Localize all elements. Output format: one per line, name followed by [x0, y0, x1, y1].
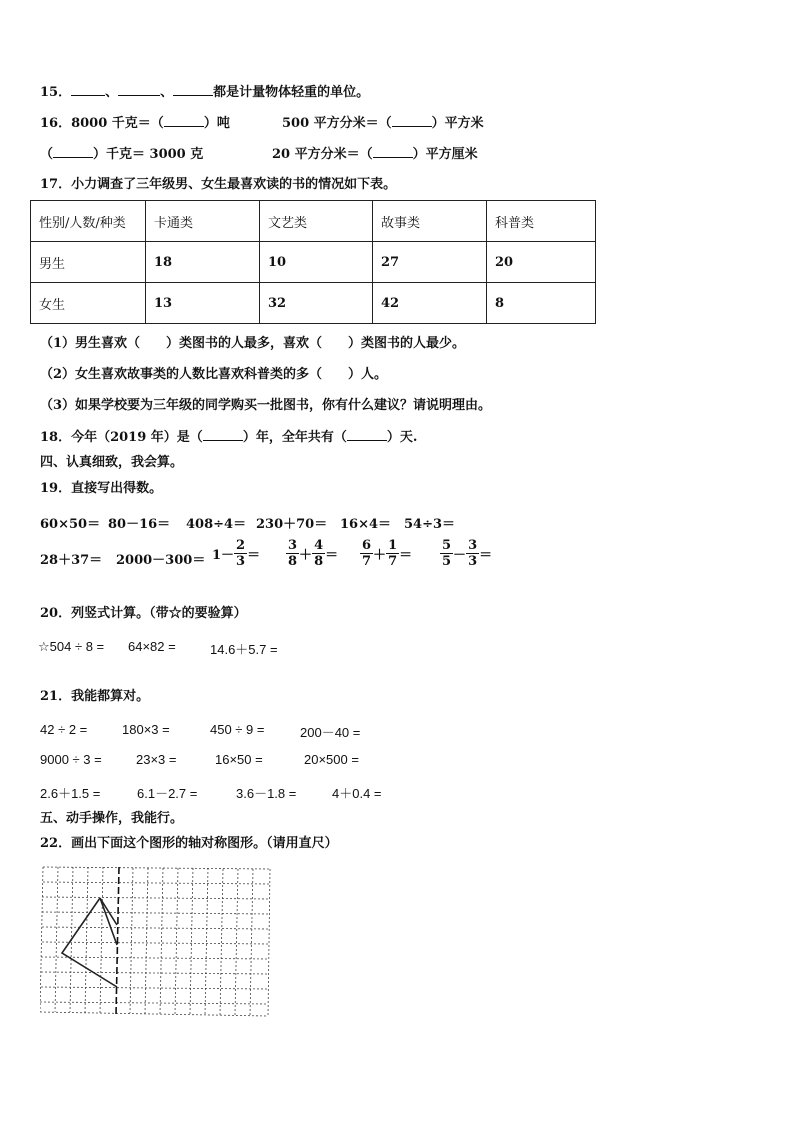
- q21-expr: 16×50 =: [215, 752, 263, 767]
- q19-fraction-expr: $\frac{5}{5}$ － $\frac{3}{3}$ ＝: [442, 538, 493, 569]
- q19-expr: 80－16＝: [108, 517, 171, 532]
- fraction: $\frac{4}{8}$: [314, 538, 324, 569]
- fraction: $\frac{5}{5}$: [442, 538, 452, 569]
- table-cell: 27: [373, 242, 487, 283]
- q21-expr: 450 ÷ 9 =: [210, 722, 265, 737]
- q19-expr: 230＋70＝: [256, 517, 328, 532]
- q16-blank-a[interactable]: [164, 115, 204, 127]
- q18-blank-2[interactable]: [347, 429, 387, 441]
- q16-blank-c[interactable]: [53, 146, 93, 158]
- table-header-cell: 故事类: [373, 201, 487, 242]
- q21-expr: 180×3 =: [122, 722, 170, 737]
- q20-expr: 14.6＋5.7 =: [210, 642, 278, 657]
- table-cell: 女生: [31, 283, 146, 324]
- table-cell: 32: [260, 283, 373, 324]
- fraction: $\frac{3}{3}$: [468, 538, 478, 569]
- q20-title: 20．列竖式计算。（带☆的要验算）: [40, 606, 247, 621]
- fraction: $\frac{2}{3}$: [236, 538, 246, 569]
- q21-expr: 2.6＋1.5 =: [40, 786, 101, 801]
- table-cell: 8: [487, 283, 596, 324]
- q17-sub1: （1）男生喜欢（ ）类图书的人最多，喜欢（ ）类图书的人最少。: [40, 336, 466, 351]
- q18-line: 18．今年（2019 年）是（ ）年，全年共有（ ）天.: [40, 430, 418, 445]
- q16-line-2: （ ）千克＝ 3000 克: [40, 147, 204, 162]
- q19-expr: 408÷4＝: [186, 517, 247, 532]
- q19-expr: 54÷3＝: [404, 517, 456, 532]
- q18-blank-1[interactable]: [203, 429, 243, 441]
- q21-expr: 20×500 =: [304, 752, 359, 767]
- table-cell: 42: [373, 283, 487, 324]
- fraction: $\frac{3}{8}$: [288, 538, 298, 569]
- q15-blank-2[interactable]: [118, 84, 160, 96]
- section-4-heading: 四、认真细致，我会算。: [40, 455, 184, 470]
- symmetry-grid[interactable]: [40, 865, 275, 1020]
- q21-expr: 42 ÷ 2 =: [40, 722, 88, 737]
- table-header-cell: 文艺类: [260, 201, 373, 242]
- table-row: [31, 283, 596, 324]
- q19-expr: 2000－300＝: [116, 553, 206, 568]
- fraction: $\frac{1}{7}$: [388, 538, 398, 569]
- q17-sub2: （2）女生喜欢故事类的人数比喜欢科普类的多（ ）人。: [40, 367, 388, 382]
- section-5-heading: 五、动手操作，我能行。: [40, 811, 184, 826]
- q21-expr: 200－40 =: [300, 725, 361, 740]
- q15-line: 15． 、 、 都是计量物体轻重的单位。: [40, 85, 370, 100]
- q16-blank-b[interactable]: [392, 115, 432, 127]
- table-header-cell: 性别/人数/种类: [31, 201, 146, 242]
- q17-sub3: （3）如果学校要为三年级的同学购买一批图书，你有什么建议？请说明理由。: [40, 398, 492, 413]
- q17-title: 17．小力调查了三年级男、女生最喜欢读的书的情况如下表。: [40, 177, 397, 192]
- q21-expr: 3.6－1.8 =: [236, 786, 297, 801]
- q21-title: 21．我能都算对。: [40, 689, 150, 704]
- q19-expr: 60×50＝: [40, 517, 101, 532]
- table-row: [31, 242, 596, 283]
- fraction: $\frac{6}{7}$: [362, 538, 372, 569]
- q20-expr: 64×82 =: [128, 639, 176, 654]
- table-cell: 10: [260, 242, 373, 283]
- q22-title: 22．画出下面这个图形的轴对称图形。（请用直尺）: [40, 836, 338, 851]
- q21-expr: 9000 ÷ 3 =: [40, 752, 102, 767]
- q16-line-1: 16．8000 千克＝（ ）吨: [40, 116, 230, 131]
- q17-table: [30, 200, 596, 324]
- table-header-cell: 科普类: [487, 201, 596, 242]
- q16-line-1b: 500 平方分米＝（ ）平方米: [282, 116, 484, 131]
- q19-expr: 16×4＝: [340, 517, 392, 532]
- q19-fraction-expr: 1－ $\frac{2}{3}$ ＝: [212, 538, 261, 569]
- q21-expr: 4＋0.4 =: [332, 786, 382, 801]
- table-cell: 18: [146, 242, 260, 283]
- q16-line-2b: 20 平方分米＝（ ）平方厘米: [272, 147, 478, 162]
- q19-expr: 28＋37＝: [40, 553, 103, 568]
- table-cell: 20: [487, 242, 596, 283]
- q15-blank-1[interactable]: [71, 84, 105, 96]
- q21-expr: 23×3 =: [136, 752, 177, 767]
- given-shape: [100, 898, 117, 945]
- table-header-cell: 卡通类: [146, 201, 260, 242]
- symmetry-axis: [116, 867, 119, 1015]
- q19-fraction-expr: $\frac{3}{8}$ ＋ $\frac{4}{8}$ ＝: [288, 538, 339, 569]
- q19-fraction-expr: $\frac{6}{7}$ ＋ $\frac{1}{7}$ ＝: [362, 538, 413, 569]
- table-header-row: [31, 201, 596, 242]
- q21-expr: 6.1－2.7 =: [137, 786, 198, 801]
- table-cell: 男生: [31, 242, 146, 283]
- table-cell: 13: [146, 283, 260, 324]
- q16-blank-d[interactable]: [373, 146, 413, 158]
- q20-expr: ☆504 ÷ 8 =: [38, 639, 105, 654]
- q15-blank-3[interactable]: [173, 84, 213, 96]
- q19-title: 19．直接写出得数。: [40, 481, 163, 496]
- grid-lines: [40, 867, 270, 1016]
